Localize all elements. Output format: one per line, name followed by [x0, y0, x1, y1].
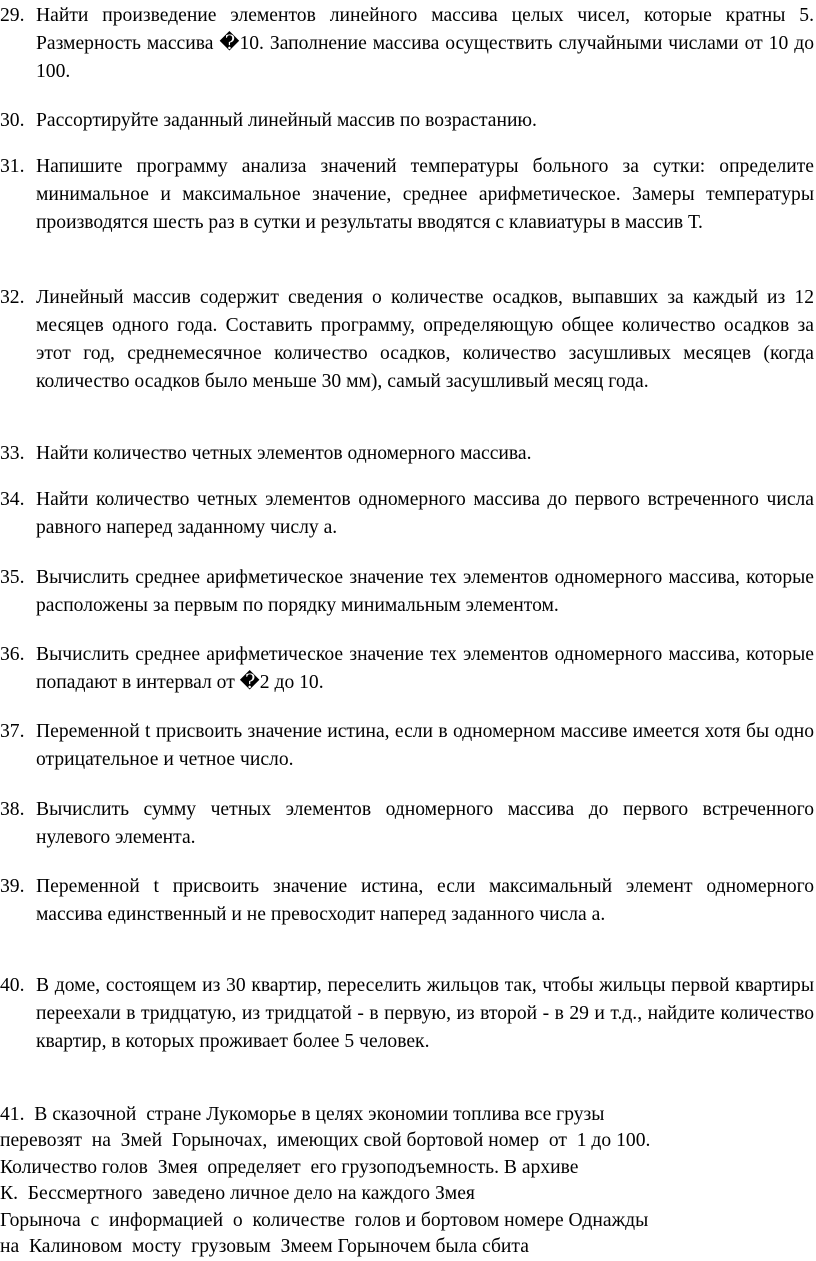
task-number: 34. [0, 489, 25, 510]
task-31 [0, 153, 814, 237]
task-number: 32. [0, 287, 25, 308]
task-37 [0, 718, 814, 774]
task-text: Рассортируйте заданный линейный массив по возрастанию. [36, 110, 537, 131]
task-number: 33. [0, 443, 25, 464]
task-text: Переменной t присвоить значение истина, если в одномерном массиве имеется хотя бы одно отрицательное и четное число. [36, 721, 814, 770]
task-text: Вычислить среднее арифметическое значение тех элементов одномерного массива, которые попадают в интервал от �2 до 10. [36, 644, 814, 693]
task-29 [0, 2, 814, 86]
task-text: Найти количество четных элементов одномерного массива до первого встреченного числа равного наперед заданному числу а. [36, 489, 814, 538]
task-number: 38. [0, 799, 25, 820]
task-35 [0, 564, 814, 620]
task-32 [0, 284, 814, 396]
task-34 [0, 486, 814, 542]
task-text: Напишите программу анализа значений температуры больного за сутки: определите минимальное и максимальное значение, среднее арифметическое. Замеры температуры производятся шесть раз в сутки и результаты вводятся с клавиатуры в массив Т. [36, 156, 814, 233]
task-41 [0, 1102, 814, 1260]
task-41-line: К. Бессмертного заведено личное дело на каждого Змея [0, 1183, 475, 1205]
task-text: Вычислить сумму четных элементов одномерного массива до первого встреченного нулевого элемента. [36, 799, 814, 848]
task-36 [0, 641, 814, 697]
task-38 [0, 796, 814, 852]
task-number: 36. [0, 644, 25, 665]
task-33 [0, 440, 814, 468]
task-text: Вычислить среднее арифметическое значение тех элементов одномерного массива, которые расположены за первым по порядку минимальным элементом. [36, 567, 814, 616]
task-40 [0, 972, 814, 1056]
task-number: 31. [0, 156, 25, 177]
task-number: 40. [0, 975, 25, 996]
task-number: 37. [0, 721, 25, 742]
task-text: Переменной t присвоить значение истина, если максимальный элемент одномерного массива единственный и не превосходит наперед заданного числа а. [36, 876, 814, 925]
task-30 [0, 107, 814, 135]
task-41-line: 41. В сказочной стране Лукоморье в целях экономии топлива все грузы [0, 1104, 605, 1125]
task-39 [0, 873, 814, 929]
task-41-line: Количество голов Змея определяет его грузоподъемность. В архиве [0, 1156, 579, 1178]
task-text: Найти произведение элементов линейного массива целых чисел, которые кратны 5. Размерность массива �10. Заполнение массива осуществить случайными числами от 10 до 100. [36, 5, 814, 82]
task-text: Линейный массив содержит сведения о количестве осадков, выпавших за каждый из 12 месяцев одного года. Составить программу, определяющую общее количество осадков за этот год, среднемесячное количество осадков, количество засушливых месяцев (когда количество осадков было меньше 30 мм), самый засушливый месяц года. [36, 287, 814, 392]
task-text: Найти количество четных элементов одномерного массива. [36, 443, 532, 464]
task-41-line: перевозят на Змей Горыночах, имеющих свой бортовой номер от 1 до 100. [0, 1130, 651, 1152]
task-number: 30. [0, 110, 25, 131]
task-41-line: Горыноча с информацией о количестве голов и бортовом номере Однажды [0, 1209, 649, 1231]
task-number: 39. [0, 876, 25, 897]
task-number: 29. [0, 5, 25, 26]
task-41-line: на Калиновом мосту грузовым Змеем Горыночем была сбита [0, 1236, 529, 1258]
task-text: В доме, состоящем из 30 квартир, переселить жильцов так, чтобы жильцы первой квартиры переехали в тридцатую, из тридцатой - в первую, из второй - в 29 и т.д., найдите количество квартир, в которых проживает более 5 человек. [36, 975, 814, 1052]
task-number: 35. [0, 567, 25, 588]
